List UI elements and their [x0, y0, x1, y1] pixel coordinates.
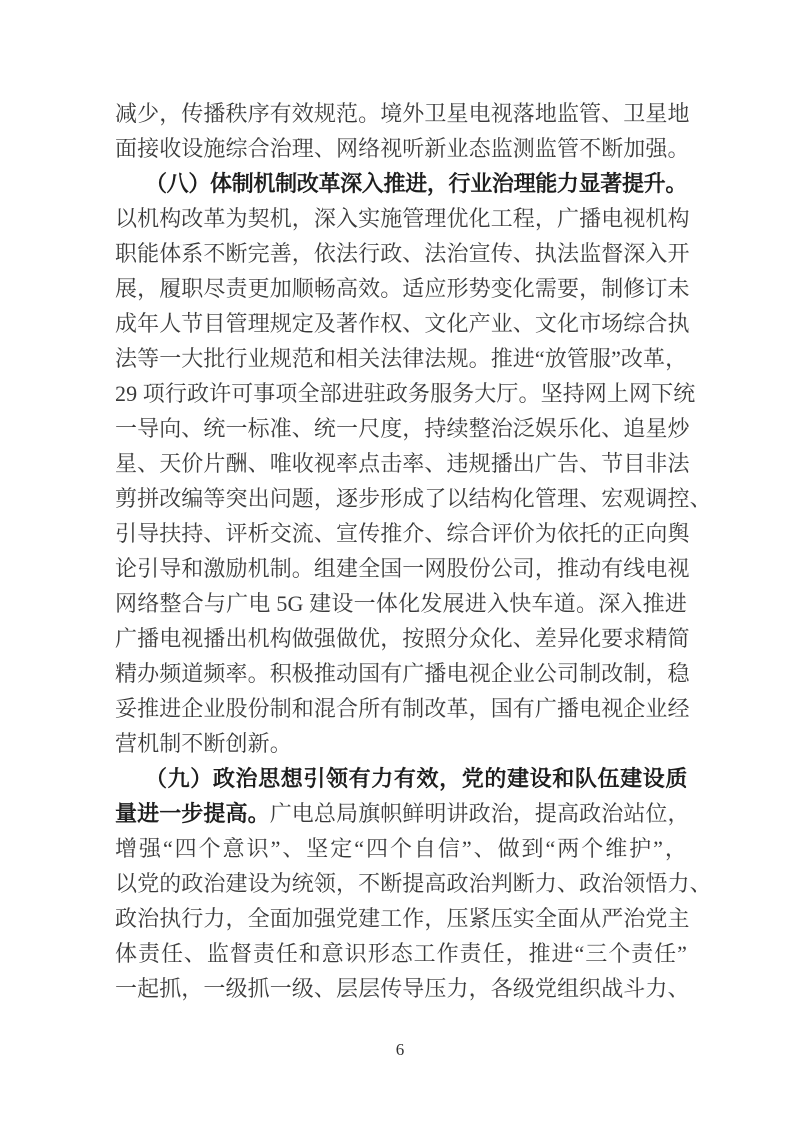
text-run: 剪拼改编等突出问题，逐步形成了以结构化管理、宏观调控、 — [115, 486, 712, 511]
text-line — [115, 551, 690, 586]
text-run: 以机构改革为契机，深入实施管理优化工程，广播电视机构 — [115, 206, 690, 231]
text-line — [115, 586, 687, 621]
text-run: 增强“四个意识”、坚定“四个自信”、做到“两个维护”， — [115, 836, 687, 861]
text-run: 精办频道频率。积极推动国有广播电视企业公司制改制，稳 — [115, 661, 690, 686]
page-number: 6 — [395, 1040, 405, 1059]
text-run: 职能体系不断完善，依法行政、法治宣传、执法监督深入开 — [115, 241, 690, 266]
text-line — [115, 936, 687, 971]
text-line — [115, 446, 690, 481]
text-line — [115, 866, 712, 901]
text-line — [115, 831, 687, 866]
text-run: 面接收设施综合治理、网络视听新业态监测监管不断加强。 — [115, 136, 690, 161]
text-run: 广播电视播出机构做强做优，按照分众化、差异化要求精简 — [115, 626, 690, 651]
text-run: 引导扶持、评析交流、宣传推介、综合评价为依托的正向舆 — [115, 521, 690, 546]
bold-text-run: 量进一步提高。 — [115, 801, 270, 826]
text-line — [115, 341, 687, 376]
text-line — [115, 166, 687, 201]
text-run: 成年人节目管理规定及著作权、文化产业、文化市场综合执 — [115, 311, 690, 336]
text-run: 29 项行政许可事项全部进驻政务服务大厅。坚持网上网下统 — [115, 381, 696, 406]
text-run: 展，履职尽责更加顺畅高效。适应形势变化需要，制修订未 — [115, 276, 690, 301]
text-block — [115, 96, 712, 1006]
text-line — [115, 621, 690, 656]
text-run: 一起抓，一级抓一级、层层传导压力，各级党组织战斗力、 — [115, 976, 690, 1001]
text-line — [115, 761, 687, 796]
text-line — [115, 971, 690, 1006]
text-line — [115, 901, 690, 936]
text-run: 网络整合与广电 5G 建设一体化发展进入快车道。深入推进 — [115, 591, 687, 616]
text-line — [115, 796, 690, 831]
text-run: 政治执行力，全面加强党建工作，压紧压实全面从严治党主 — [115, 906, 690, 931]
text-line — [115, 376, 696, 411]
text-run: 以党的政治建设为统领，不断提高政治判断力、政治领悟力、 — [115, 871, 712, 896]
text-line — [115, 481, 712, 516]
text-line — [115, 201, 690, 236]
text-run: 一导向、统一标准、统一尺度，持续整治泛娱乐化、追星炒 — [115, 416, 690, 441]
text-line — [115, 726, 687, 761]
bold-text-run: （九）政治思想引领有力有效，党的建设和队伍建设质 — [145, 766, 687, 791]
text-line — [115, 271, 690, 306]
text-line — [115, 96, 690, 131]
text-line — [115, 131, 690, 166]
text-run: 法等一大批行业规范和相关法律法规。推进“放管服”改革， — [115, 346, 688, 371]
text-run: 论引导和激励机制。组建全国一网股份公司，推动有线电视 — [115, 556, 690, 581]
text-run: 星、天价片酬、唯收视率点击率、违规播出广告、节目非法 — [115, 451, 690, 476]
text-line — [115, 691, 690, 726]
text-run: 减少，传播秩序有效规范。境外卫星电视落地监管、卫星地 — [115, 101, 690, 126]
text-run: 广电总局旗帜鲜明讲政治，提高政治站位， — [269, 801, 690, 826]
text-line — [115, 516, 690, 551]
text-run: 妥推进企业股份制和混合所有制改革，国有广播电视企业经 — [115, 696, 690, 721]
bold-text-run: （八）体制机制改革深入推进，行业治理能力显著提升。 — [145, 171, 687, 196]
text-line — [115, 236, 690, 271]
text-run: 体责任、监督责任和意识形态工作责任，推进“三个责任” — [115, 941, 687, 966]
text-line — [115, 411, 690, 446]
text-line — [115, 656, 690, 691]
text-run: 营机制不断创新。 — [115, 731, 292, 756]
text-line — [115, 306, 690, 341]
